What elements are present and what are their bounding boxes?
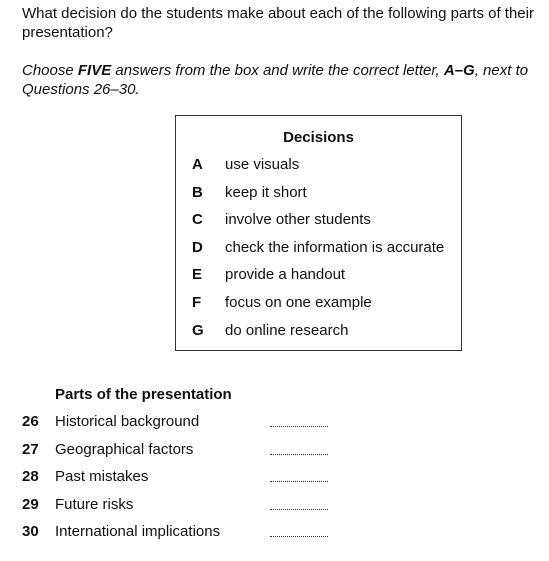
question-number: 28 bbox=[22, 468, 39, 485]
question-label: Historical background bbox=[55, 413, 200, 430]
question-intro: What decision do the students make about each of the following parts of their presentation? bbox=[22, 5, 534, 41]
answer-blank[interactable] bbox=[270, 509, 328, 510]
question-number: 27 bbox=[22, 441, 39, 458]
question-label: International implications bbox=[55, 523, 221, 540]
decisions-box bbox=[175, 115, 462, 351]
question-row bbox=[0, 522, 549, 542]
question-row bbox=[0, 412, 549, 432]
answer-blank[interactable] bbox=[270, 536, 328, 537]
question-label: Geographical factors bbox=[55, 441, 194, 458]
decisions-title: Decisions bbox=[283, 129, 354, 146]
question-row bbox=[0, 440, 549, 460]
instructions-middle: answers from the box and write the correct letter, bbox=[111, 62, 444, 79]
decision-text: do online research bbox=[225, 322, 349, 339]
question-row bbox=[0, 467, 549, 487]
decision-letter: C bbox=[192, 211, 203, 228]
decision-text: involve other students bbox=[225, 211, 371, 228]
parts-heading: Parts of the presentation bbox=[55, 386, 232, 403]
answer-blank[interactable] bbox=[270, 481, 328, 482]
answer-blank[interactable] bbox=[270, 426, 328, 427]
decision-text: keep it short bbox=[225, 184, 307, 201]
decision-letter: G bbox=[192, 322, 204, 339]
question-label: Past mistakes bbox=[55, 468, 149, 485]
instructions-prefix: Choose bbox=[22, 62, 78, 79]
instructions-count: FIVE bbox=[77, 62, 112, 79]
question-label: Future risks bbox=[55, 496, 134, 513]
decision-letter: E bbox=[192, 266, 203, 283]
question-number: 26 bbox=[22, 413, 39, 430]
question-number: 29 bbox=[22, 496, 39, 513]
decision-text: use visuals bbox=[225, 156, 300, 173]
decision-text: provide a handout bbox=[225, 266, 346, 283]
decision-letter: D bbox=[192, 239, 203, 256]
question-row bbox=[0, 495, 549, 515]
decision-letter: F bbox=[192, 294, 202, 311]
answer-blank[interactable] bbox=[270, 454, 328, 455]
decision-letter: B bbox=[192, 184, 203, 201]
instructions-suffix: , next to Questions 26–30. bbox=[22, 62, 529, 98]
decision-text: check the information is accurate bbox=[225, 239, 445, 256]
instructions-range: A–G bbox=[443, 62, 475, 79]
decision-letter: A bbox=[192, 156, 203, 173]
instructions bbox=[22, 61, 542, 99]
decision-text: focus on one example bbox=[225, 294, 372, 311]
question-number: 30 bbox=[22, 523, 39, 540]
